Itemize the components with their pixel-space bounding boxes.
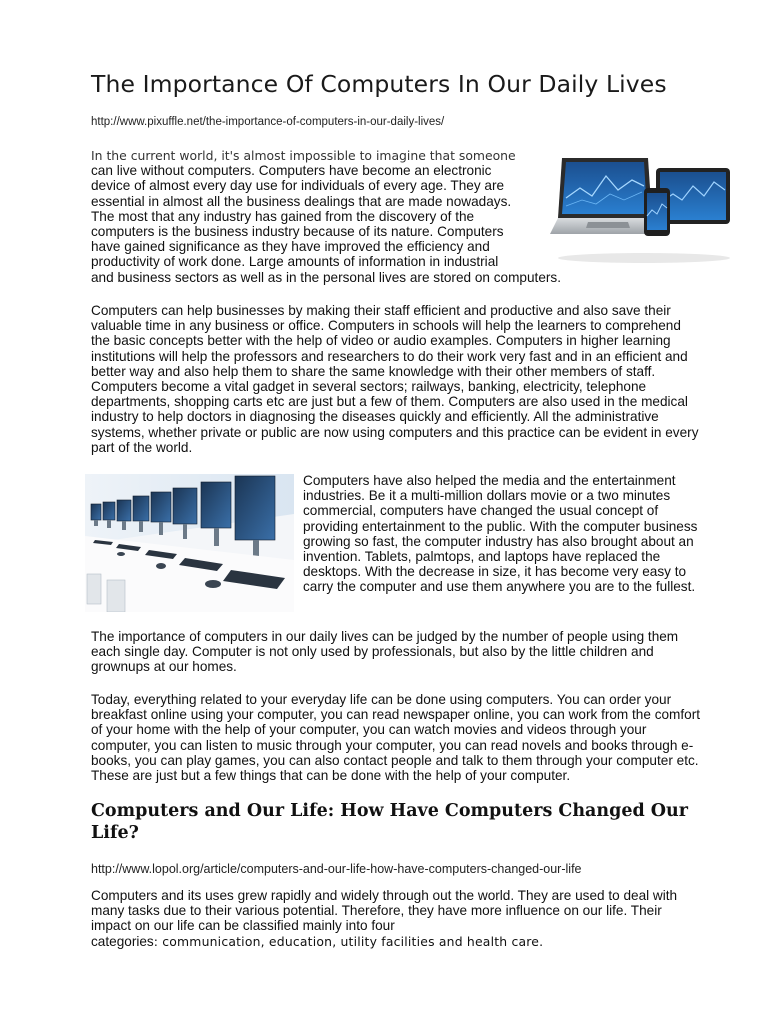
text-line: The most that any industry has gained from the discovery of the [91,208,475,224]
source-url-2: http://www.lopol.org/article/computers-and-our-life-how-have-computers-changed-our-life [91,862,582,876]
text-line: and business sectors as well as in the personal lives are stored on computers. [91,269,561,285]
paragraph-impact-lead: Computers and its uses grew rapidly and widely through out the world. They are used to deal with many tasks due to their various potential. Therefore, they have more influence on our life. Their impact on our life can be classified mainly into four [91,888,678,934]
text-line: In the current world, it's almost impossible to imagine that someone [91,148,516,163]
text-line: productivity of work done. Large amounts of information in industrial [91,254,499,270]
computer-lab-icon [85,474,294,612]
section-heading: Computers and Our Life: How Have Computers Changed Our Life? [91,801,688,843]
laptop-tablet-phone-icon [548,150,736,266]
text-line: can live without computers. Computers have become an electronic [91,163,492,179]
paragraph-business: Computers can help businesses by making their staff efficient and productive and also save their valuable time in any business or office. Computers in schools will help the learners to comprehend the basic concepts better with the help of video or audio examples. Computers in higher learning institutions will help the professors and researchers to do their work very fast and in an efficient and better way and also help them to share the same knowledge with their other members of staff. Computers become a vital gadget in several sectors; railways, banking, electricity, telephone departments, shopping carts etc are just but a few of them. Computers are also used in the medical industry to help doctors in diagnosing the diseases quickly and efficiently. All the administrative systems, whether private or public are now using computers and this practice can be evident in every part of the world. [91,303,699,455]
categories-list: : communication, education, utility facilities and health care. [153,933,544,949]
source-url: http://www.pixuffle.net/the-importance-of-computers-in-our-daily-lives/ [91,116,445,128]
text-line: computers is the business industry because of its nature. Computers [91,224,504,240]
text-line: have gained significance as they have improved the efficiency and [91,239,490,255]
text-line: essential in almost all the business dealings that are made nowadays. [91,193,512,209]
paragraph-intro [91,148,591,285]
paragraph-impact [91,888,703,949]
categories-label: categories [91,933,154,949]
paragraph-daily: The importance of computers in our daily lives can be judged by the number of people using them each single day. Computer is not only used by professionals, but also by the little children and grownups at our homes. [91,629,679,675]
paragraph-everyday: Today, everything related to your everyday life can be done using computers. You can order your breakfast online using your computer, you can read newspaper online, you can work from the comfort of your home with the help of your computer, you can watch movies and videos through your computer, you can listen to music through your computer, you can read novels and books through e-books, you can play games, you can also contact people and talk to them through your computer etc. These are just but a few things that can be done with the help of your computer. [91,692,701,784]
text-line: device of almost every day use for individuals of every age. They are [91,178,505,194]
paragraph-media: Computers have also helped the media and the entertainment industries. Be it a multi-million dollars movie or a two minutes commercial, computers have changed the usual concept of providing entertainment to the public. With the computer business growing so fast, the computer industry has also brought about an invention. Tablets, palmtops, and laptops have replaced the desktops. With the decrease in size, it has become very easy to carry the computer and use them anywhere you are to the fullest. [303,473,698,595]
page-title: The Importance Of Computers In Our Daily Lives [91,70,667,98]
